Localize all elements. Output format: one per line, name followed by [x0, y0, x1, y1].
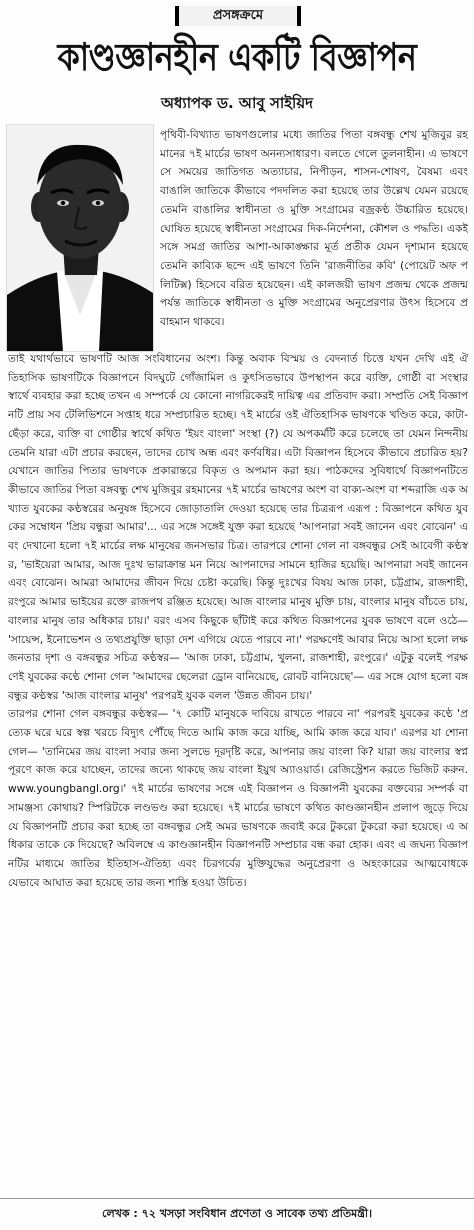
- article-intro-paragraph: পৃথিবী-বিখ্যাত ভাষণগুলোর মধ্যে জাতির পিতা বঙ্গবন্ধু শেখ মুজিবুর রহমানের ৭ই মার্চের ভাষণ অনন্যসাধারণ। বলতে গেলে তুলনাহীন। এ ভাষণে সে সময়ের জাতিগত অত্যাচার, নিপীড়ন, শাসন-শোষণ, বৈষম্য এবং বাঙালি জাতিকে কীভাবে পদদলিত করা হয়েছে তার উল্লেখ যেমন রয়েছে তেমনি বাঙালির স্বাধীনতা ও মুক্তি সংগ্রামের বজ্রকণ্ঠ উচ্চারিত হয়েছে। ঘোষিত হয়েছে স্বাধীনতা সংগ্রামের দিক-নির্দেশনা, কৌশল ও পদ্ধতি। একইসঙ্গে সমগ্র জাতির আশা-আকাঙ্ক্ষার মূর্ত প্রতীক যেমন দৃশ্যমান হয়েছে তেমনি কাব্যিক ছন্দে এই ভাষণে তিনি 'রাজনীতির কবি' (পোয়েট অফ পলিটিক্স) হিসেবে বরিত হয়েছেন। এই কালজয়ী ভাষণ প্রজন্ম থেকে প্রজন্ম পর্যন্ত জাতিকে স্বাধীনতা ও মুক্তি সংগ্রামের অনুপ্রেরণার উৎস হিসেবে প্রবাহমান থাকবে।: [160, 129, 468, 329]
- section-kicker: প্রসঙ্গক্রমে: [175, 6, 301, 26]
- author-photo: [6, 124, 154, 352]
- article-body: [8, 350, 468, 1194]
- author-credit: [0, 1204, 474, 1224]
- author-portrait-image: [7, 125, 153, 351]
- article-headline: কাণ্ডজ্ঞানহীন একটি বিজ্ঞাপন: [57, 35, 417, 79]
- footer-divider: [0, 1198, 474, 1199]
- article-paragraph: তাই যথার্থভাবে ভাষণটি আজ সংবিধানের অংশ। কিন্তু অবাক বিস্ময় ও বেদনার্ত চিত্তে যখন দেখি এই ঐতিহাসিক ভাষণটিকে বিজ্ঞাপনে বিদঘুটে গোঁজামিল ও কুৎসিতভাবে উপস্থাপন করে ব্যক্তি, গোষ্ঠী বা সংস্থার স্বার্থে ব্যবহার করা হচ্ছে তখন এ সম্পর্কে যে কোনো নাগরিকেরই দায়িত্ব এর প্রতিবাদ করা। সম্প্রতি সেই বিজ্ঞাপনটি প্রায় সব টেলিভিশনে সপ্তাহ ধরে সম্প্রচারিত হচ্ছে। ৭ই মার্চের ওই ঐতিহাসিক ভাষণকে খণ্ডিত করে, কাটা-ছেঁড়া করে, ব্যক্তি বা গোষ্ঠীর স্বার্থে কথিত 'ইয়ং বাংলা' সংস্থা (?) যে অপকর্মটি করে চলেছে তা যেমন নিন্দনীয় তেমনি যারা এটা প্রচার করছেন, তাদের চোখ অন্ধ এবং কর্ণবধির। এটা বিজ্ঞাপন হিসেবে কীভাবে প্রচারিত হয়? যেখানে জাতির পিতার ভাষণকে প্রকারান্তরে বিকৃত ও অপমান করা হয়। পাঠকদের সুবিধার্থে বিজ্ঞাপনটিতে কীভাবে জাতির পিতা বঙ্গবন্ধু শেখ মুজিবুর রহমানের ৭ই মার্চের ভাষণের অংশ বা বাক্য-অংশ বা শব্দরাজি এক অখ্যাত যুবকের কণ্ঠস্বরের অনুষঙ্গ হিসেবে জোড়াতালি দেওয়া হয়েছে তার চিত্ররূপ এরূপ : বিজ্ঞাপনে কথিত যুবকের সম্বোধন 'প্রিয় বন্ধুরা আমার'... এর সঙ্গে সঙ্গেই যুক্ত করা হয়েছে 'আপনারা সবই জানেন এবং বোঝেন' এবং দেখানো হলো ৭ই মার্চের লক্ষ মানুষের জনসভার চিত্র। তারপরে শোনা গেল না বঙ্গবন্ধুর সেই আবেগী কণ্ঠস্বর, 'ভাইয়েরা আমার, আজ দুঃখ ভারাক্রান্ত মন নিয়ে আপনাদের সামনে হাজির হয়েছি। আপনারা সবই জানেন এবং বোঝেন। আমরা আমাদের জীবন দিয়ে চেষ্টা করেছি। কিন্তু দুঃখের বিষয় আজ ঢাকা, চট্টগ্রাম, রাজশাহী, রংপুরে আমার ভাইয়ের রক্তে রাজপথ রঞ্জিত হয়েছে। আজ বাংলার মানুষ মুক্তি চায়, বাংলার মানুষ বাঁচতে চায়, বাংলার মানুষ তার অধিকার চায়।' বরং এসব কিছুকে ছাঁটাই করে কথিত বিজ্ঞাপনের যুবক ভাষণে বলে ওঠে— 'সায়েন্স, ইনোভেশন ও তথ্যপ্রযুক্তি ছাড়া দেশ এগিয়ে যেতে পারবে না।' পরক্ষণেই আবার নিয়ে আসা হলো লক্ষ জনতার দৃশ্য ও বঙ্গবন্ধুর সচিত্র কণ্ঠস্বর— 'আজ ঢাকা, চট্টগ্রাম, খুলনা, রাজশাহী, রংপুরে।' এটুকু বলেই পরক্ষণেই যুবকের কণ্ঠে শোনা গেল 'আমাদের ছেলেরা ড্রোন বানিয়েছে, রোবট বানিয়েছে'— এর সঙ্গে যোগ হলো বঙ্গবন্ধুর কণ্ঠস্বর 'আজ বাংলার মানুষ' পরপরই যুবক বলল 'উন্নত জীবন চায়।': [8, 353, 468, 702]
- article-byline: অধ্যাপক ড. আবু সাইয়িদ: [160, 94, 314, 112]
- author-credit-label: লেখক :: [101, 1207, 138, 1220]
- article-paragraph: তারপর শোনা গেল বঙ্গবন্ধুর কণ্ঠস্বর— '৭ কোটি মানুষকে দাবিয়ে রাখতে পারবে না' পরপরই যুবকের কণ্ঠে 'প্রত্যেক ঘরে ঘরে স্বল্প খরচে বিদ্যুৎ পৌঁছে দিতে আমি কাজ করে যাচ্ছি, আমি কাজ করে যাব।' এরপর যা শোনা গেল— 'তানিমের জয় বাংলা সবার জন্য সুলভে দূরদৃষ্টি করে, আপনার জয় বাংলা কি? যারা জয় বাংলার স্বপ্ন পূরণে কাজ করে যাচ্ছেন, তাদের জন্যে থাকছে জয় বাংলা ইয়ুথ অ্যাওয়ার্ড। রেজিস্ট্রেশন করতে ভিজিট করুন. www.youngbangl.org।' ৭ই মার্চের ভাষণের সঙ্গে এই বিজ্ঞাপন ও বিজ্ঞাপনী যুবকের বক্তব্যের সম্পর্ক বা সামঞ্জস্য কোথায়? স্পিরিটকে লণ্ডভণ্ড করা হয়েছে। ৭ই মার্চের ভাষণে কথিত কাণ্ডজ্ঞানহীন প্রলাপ জুড়ে দিয়ে যে বিজ্ঞাপনটি প্রচার করা হচ্ছে তা বঙ্গবন্ধুর সেই অমর ভাষণকে জবাই করে টুকরো টুকরো করা হয়েছে। এ অধিকার তাকে কে দিয়েছে? অবিলম্বে এ কাণ্ডজ্ঞানহীন বিজ্ঞাপনটি সম্প্রচার বন্ধ করা হোক। এবং এ জঘন্য বিজ্ঞাপনটির মাধ্যমে জাতির ইতিহাস-ঐতিহ্য এবং চিরগর্বের মুক্তিযুদ্ধের অনুপ্রেরণা ও অহংকারের আত্মবোধকে যেভাবে আঘাত করা হয়েছে তার জন্য শাস্তি হওয়া উচিত।: [8, 708, 468, 889]
- author-credit-text: ৭২ খসড়া সংবিধান প্রণেতা ও সাবেক তথ্য প্রতিমন্ত্রী।: [141, 1207, 372, 1220]
